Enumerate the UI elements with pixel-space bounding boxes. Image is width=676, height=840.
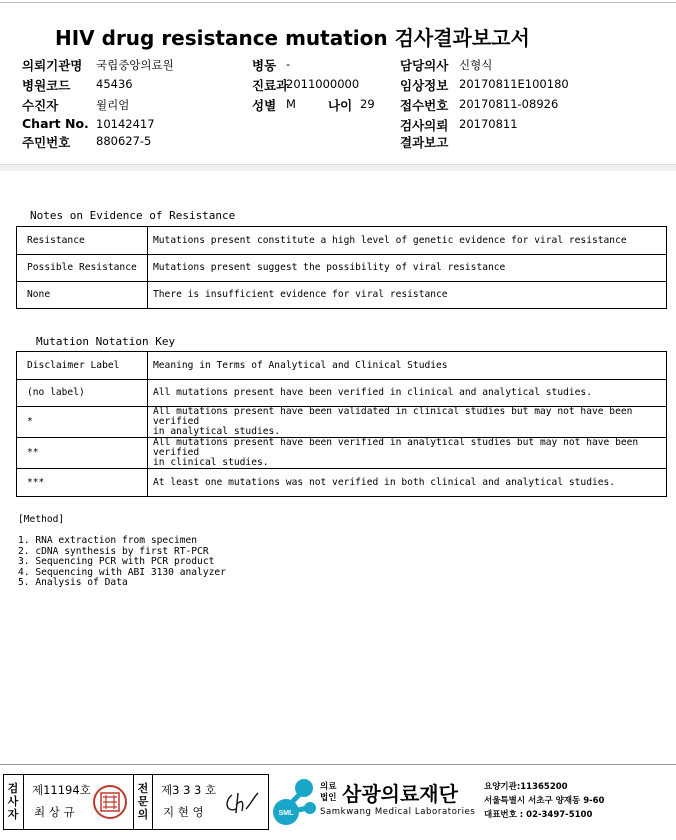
examiner-license: 제11194호 [32, 783, 91, 797]
meaning-line: All mutations present have been verified in clinical and analytical studies. [153, 387, 592, 398]
notation-meaning-cell [148, 407, 667, 438]
method-item: 4. Sequencing with ABI 3130 analyzer [18, 566, 226, 578]
sex-label: 성별 [252, 98, 277, 113]
footer-divider [0, 764, 676, 765]
org-address: 서울특별시 서초구 양재동 9-60 [484, 796, 605, 806]
request-label: 검사의뢰 [400, 118, 449, 133]
table-row [17, 407, 667, 438]
section-separator [0, 164, 676, 171]
specialist-name: 지 현 영 [163, 805, 204, 819]
notation-meaning-cell [148, 438, 667, 469]
clinical-value: 20170811E100180 [459, 77, 569, 91]
method-title: [Method] [18, 514, 65, 525]
evidence-level-cell: Resistance [17, 227, 148, 255]
evidence-desc-cell: Mutations present suggest the possibility of viral resistance [148, 255, 667, 282]
evidence-title: Notes on Evidence of Resistance [30, 209, 236, 222]
notation-table [16, 351, 667, 497]
evidence-level-cell: Possible Resistance [17, 255, 148, 282]
table-row [17, 227, 667, 255]
method-item: 3. Sequencing PCR with PCR product [18, 556, 215, 568]
request-value: 20170811 [459, 117, 518, 131]
meaning-line: At least one mutations was not verified in both clinical and analytical studies. [153, 476, 616, 488]
specialist-license: 제3 3 3 호 [161, 783, 217, 797]
meaning-line: All mutations present have been validated in clinical studies but may not have been verified [153, 406, 633, 427]
examiner-label: 검 사 자 [7, 782, 19, 821]
notation-label-cell: * [17, 407, 148, 438]
chart-no-label: Chart No. [22, 116, 89, 131]
sex-value: M [286, 97, 296, 111]
divider [152, 775, 153, 830]
divider [133, 775, 134, 830]
header-cell: Meaning in Terms of Analytical and Clinical Studies [148, 352, 667, 380]
org-english-name: Samkwang Medical Laboratories [320, 807, 476, 817]
org-prefix-top: 의료 [320, 782, 337, 792]
chart-no-value: 10142417 [96, 117, 155, 131]
clinical-label: 임상정보 [400, 78, 449, 93]
table-row [17, 438, 667, 469]
meaning-line: in analytical studies. [153, 426, 281, 437]
notation-meaning-cell [148, 469, 667, 497]
institution-code: 요양기관:11365200 [484, 782, 568, 792]
notation-label-cell: *** [17, 469, 148, 497]
notation-meaning-cell [148, 380, 667, 407]
top-border [0, 2, 676, 3]
table-row [17, 282, 667, 309]
sml-logo-icon [270, 774, 318, 828]
meaning-line: All mutations present have been verified in analytical studies but may not have been verified [153, 437, 639, 458]
header-cell: Disclaimer Label [17, 352, 148, 380]
evidence-desc-cell: There is insufficient evidence for viral resistance [148, 282, 667, 309]
method-item: 1. RNA extraction from specimen [18, 535, 198, 546]
logo-text: SML [278, 810, 294, 817]
hospital-code-label: 병원코드 [22, 78, 71, 93]
ward-value: - [286, 57, 291, 71]
divider [23, 775, 24, 830]
doctor-value: 신형식 [459, 58, 493, 72]
resident-no-label: 주민번호 [22, 135, 71, 150]
dept-value: 2011000000 [286, 77, 360, 91]
ward-label: 병동 [252, 58, 277, 73]
receipt-value: 20170811-08926 [459, 97, 559, 111]
examiner-name: 최 상 규 [34, 805, 75, 819]
method-item: 5. Analysis of Data [18, 577, 128, 589]
method-item: 2. cDNA synthesis by first RT-PCR [18, 545, 209, 557]
receipt-label: 접수번호 [400, 98, 449, 113]
age-label: 나이 [328, 98, 353, 113]
org-prefix-bottom: 법인 [320, 793, 337, 803]
institution-label: 의뢰기관명 [22, 58, 83, 73]
org-phone: 대표번호 : 02-3497-5100 [484, 810, 593, 820]
institution-value: 국립중앙의료원 [96, 58, 174, 72]
notation-title: Mutation Notation Key [36, 335, 176, 348]
evidence-table [16, 226, 667, 309]
hospital-code-value: 45436 [96, 77, 133, 91]
report-label: 결과보고 [400, 135, 449, 150]
doctor-label: 담당의사 [400, 58, 449, 73]
table-row [17, 380, 667, 407]
org-name: 삼광의료재단 [342, 782, 458, 806]
meaning-line: in clinical studies. [153, 457, 269, 468]
notation-label-cell: (no label) [17, 380, 148, 407]
table-row [17, 469, 667, 497]
resident-no-value: 880627-5 [96, 134, 152, 148]
notation-label-cell: ** [17, 438, 148, 469]
report-title: HIV drug resistance mutation 검사결과보고서 [55, 26, 530, 50]
evidence-level-cell: None [17, 282, 148, 309]
seal-stamp-icon [92, 784, 128, 820]
signature-icon [222, 787, 262, 819]
table-header-row [17, 352, 667, 380]
table-row [17, 255, 667, 282]
patient-value: 윌리엄 [96, 98, 130, 112]
evidence-desc-cell: Mutations present constitute a high level of genetic evidence for viral resistance [148, 227, 667, 255]
specialist-label: 전 문 의 [137, 782, 149, 821]
age-value: 29 [360, 97, 375, 111]
patient-label: 수진자 [22, 98, 59, 113]
dept-label: 진료과 [252, 78, 289, 93]
